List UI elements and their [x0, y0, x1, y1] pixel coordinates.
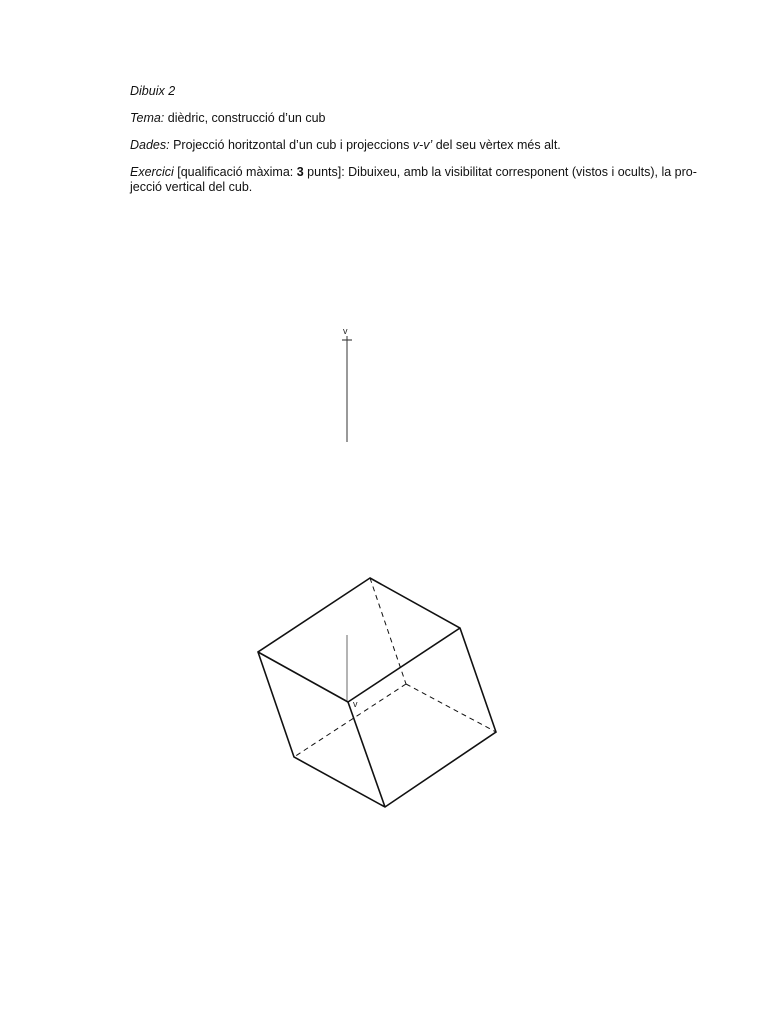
hidden-edge	[294, 684, 406, 757]
visible-edge	[348, 702, 385, 807]
visible-edge	[258, 652, 348, 702]
vertex-label-horizontal: v	[353, 699, 358, 709]
cube-horizontal-projection	[258, 578, 496, 807]
visible-edge	[348, 628, 460, 702]
vertex-label-vertical: v	[343, 326, 348, 336]
cube-outline	[258, 578, 496, 807]
drawing-title: Dibuix 2	[130, 84, 176, 98]
vertical-projection	[342, 326, 352, 442]
dades-line: Dades: Projecció horitzontal d’un cub i projeccions v-v’ del seu vèrtex més alt.	[130, 138, 561, 152]
tema-line: Tema: dièdric, construcció d’un cub	[130, 111, 326, 125]
exercici-line: Exercici [qualificació màxima: 3 punts]: Dibuixeu, amb la visibilitat corresponent (vistos i ocults), la pro- jecció vertical del cub.	[130, 165, 697, 194]
